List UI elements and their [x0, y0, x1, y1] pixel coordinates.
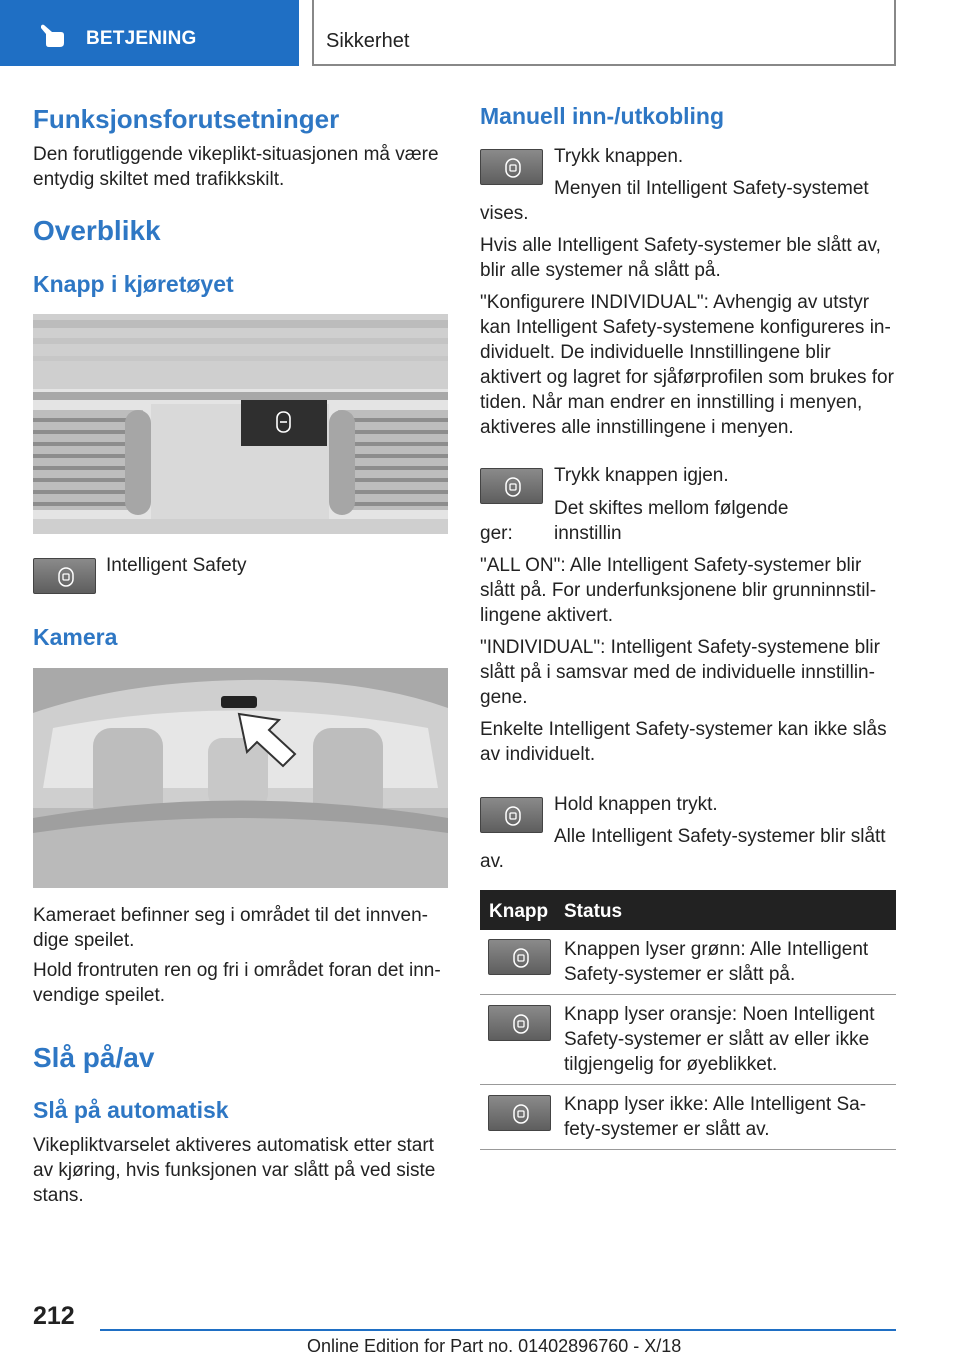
- heading-auto-on: Slå på automatisk: [33, 1097, 229, 1123]
- car-lane-icon: [512, 1013, 530, 1035]
- col-header-button: Knapp: [489, 901, 549, 922]
- status-text: Knappen lyser grønn: Alle Intelligent Safety-systemer er slått på.: [564, 939, 869, 985]
- hand-pointer-icon: [38, 22, 68, 48]
- paragraph-prerequisites: Den forutliggende vikeplikt-situasjonen må være entydig skiltet med trafikkskilt.: [33, 144, 439, 190]
- step1-line1: Trykk knappen.: [554, 146, 684, 167]
- step1-button-icon: [480, 149, 543, 185]
- step1-line2: Menyen til Intelligent Safety-systemet: [554, 178, 869, 199]
- section-label: Sikkerhet: [326, 30, 410, 52]
- heading-button-in-vehicle: Knapp i kjøretøyet: [33, 271, 234, 297]
- heading-on-off: Slå på/av: [33, 1042, 155, 1073]
- footer-divider: [100, 1329, 896, 1331]
- green-button-icon: [488, 939, 551, 975]
- paragraph-some-systems: Enkelte Intelligent Safety-systemer kan ikke slås av individuelt.: [480, 719, 887, 765]
- intelligent-safety-button-icon: [33, 558, 96, 594]
- table-header: [480, 890, 896, 930]
- status-text: Knapp lyser ikke: Alle Intelligent Safety-systemer er slått av.: [564, 1094, 867, 1140]
- paragraph-individual: "INDIVIDUAL": Intelligent Safety-systemene blir slått på i samsvar med de individuelle innstillingene.: [480, 637, 880, 708]
- heading-prerequisites: Funksjonsforutsetninger: [33, 104, 340, 134]
- step2-button-icon: [480, 468, 543, 504]
- paragraph-auto-on: Vikepliktvarselet aktiveres automatisk etter start av kjøring, hvis funksjonen var slått på ved siste stans.: [33, 1135, 436, 1206]
- dashboard-photo: [33, 314, 448, 534]
- paragraph-configure: "Konfigurere INDIVIDUAL": Avhengig av utstyr kan Intelligent Safety-systemene konfigureres individuelt. De individuelle Innstillingene blir aktivert og lagret for sjåførprofilen som brukes for tiden. Når man endrer en innstilling i menyen, aktiveres alle innstillingene i menyen.: [480, 292, 894, 438]
- step3-line1: Hold knappen trykt.: [554, 794, 718, 815]
- paragraph-all-off: Hvis alle Intelligent Safety-systemer ble slått av, blir alle systemer nå slått på.: [480, 235, 881, 281]
- intelligent-safety-caption: Intelligent Safety: [106, 555, 247, 576]
- table-row: [480, 995, 896, 1085]
- edition-text: Online Edition for Part no. 01402896760 - X/18: [307, 1336, 682, 1356]
- step3-line2: Alle Intelligent Safety-systemer blir slått: [554, 826, 886, 847]
- step3-button-icon: [480, 797, 543, 833]
- camera-photo: [33, 668, 448, 888]
- car-lane-icon: [57, 566, 75, 588]
- paragraph-camera-location: Kameraet befinner seg i området til det innvendige speilet.: [33, 905, 428, 951]
- car-lane-icon: [504, 805, 522, 827]
- car-lane-icon: [504, 476, 522, 498]
- step2-line2: Det skiftes mellom følgende innstillin: [554, 498, 789, 544]
- chapter-label: BETJENING: [86, 28, 197, 49]
- step1-cont: vises.: [480, 203, 529, 224]
- status-table: [480, 890, 896, 1150]
- car-lane-icon: [504, 157, 522, 179]
- orange-button-icon: [488, 1005, 551, 1041]
- car-lane-icon: [512, 1103, 530, 1125]
- step2-line1: Trykk knappen igjen.: [554, 465, 729, 486]
- paragraph-all-on: "ALL ON": Alle Intelligent Safety-systemer blir slått på. For underfunksjonene blir grunninnstillingene aktivert.: [480, 555, 877, 626]
- table-row: [480, 1085, 896, 1150]
- step2-cont: ger:: [480, 523, 513, 544]
- col-header-status: Status: [564, 901, 623, 922]
- chapter-tab: [0, 0, 299, 66]
- section-box: [312, 0, 896, 66]
- heading-overview: Overblikk: [33, 215, 161, 246]
- heading-manual: Manuell inn-/utkobling: [480, 103, 725, 129]
- paragraph-camera-clean: Hold frontruten ren og fri i området foran det innvendige speilet.: [33, 960, 441, 1006]
- heading-camera: Kamera: [33, 624, 118, 650]
- step3-cont: av.: [480, 851, 504, 872]
- page-number: 212: [33, 1302, 75, 1330]
- page-header: [0, 0, 960, 66]
- car-lane-icon: [512, 947, 530, 969]
- table-row: [480, 930, 896, 995]
- status-text: Knapp lyser oransje: Noen Intelligent Safety-systemer er slått av eller ikke tilgjengelig for øyeblikket.: [564, 1004, 875, 1075]
- off-button-icon: [488, 1095, 551, 1131]
